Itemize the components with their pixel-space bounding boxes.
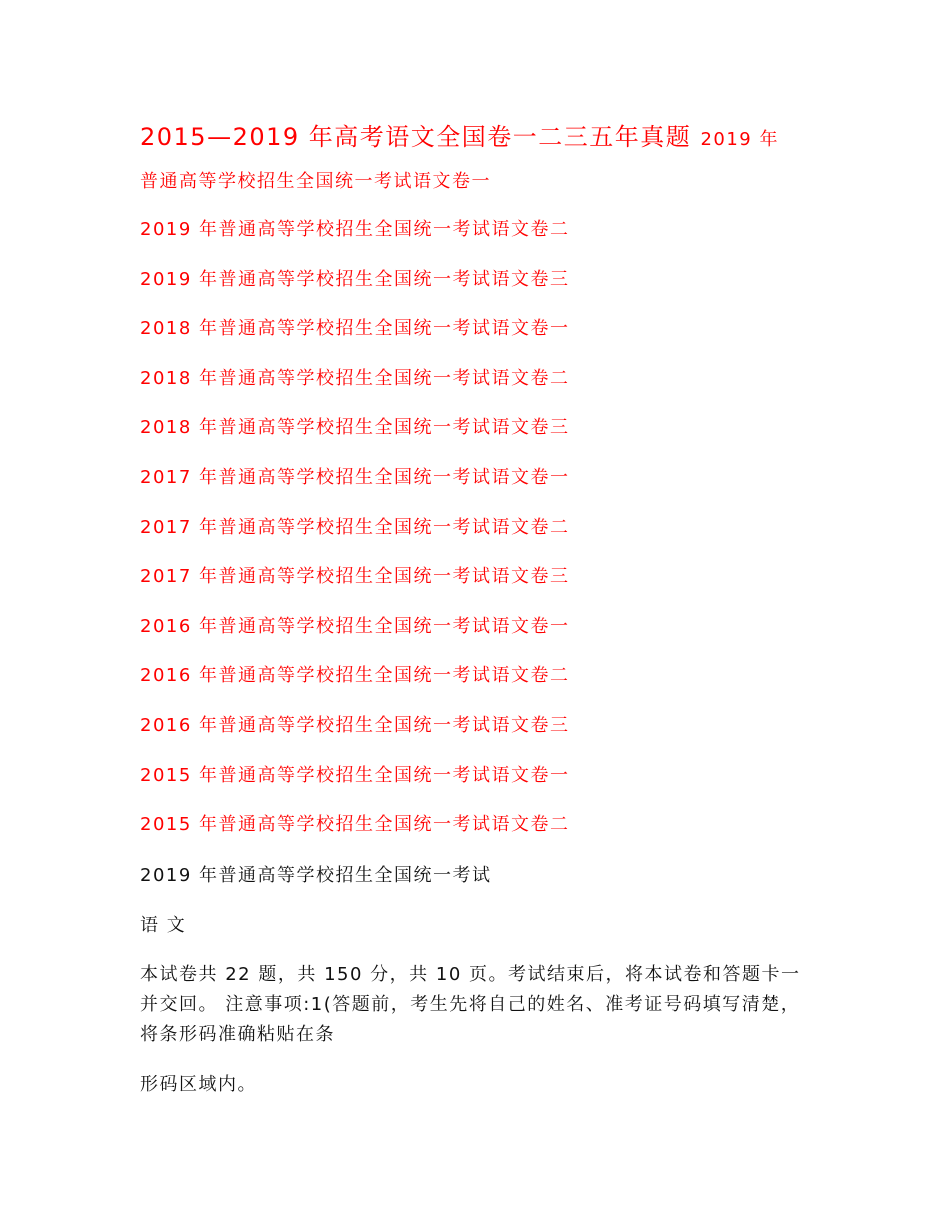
subject-heading: 语 文 (140, 915, 187, 936)
toc-link[interactable]: 2017 年普通高等学校招生全国统一考试语文卷三 (140, 566, 570, 588)
title-main: 2015—2019 年高考语文全国卷一二三五年真题 (140, 123, 692, 151)
exam-title: 2019 年普通高等学校招生全国统一考试 (140, 865, 492, 886)
toc-link[interactable]: 2019 年普通高等学校招生全国统一考试语文卷二 (140, 219, 570, 240)
toc-link[interactable]: 2017 年普通高等学校招生全国统一考试语文卷一 (140, 466, 570, 488)
toc-link[interactable]: 2016 年普通高等学校招生全国统一考试语文卷三 (140, 714, 570, 736)
toc-link[interactable]: 2018 年普通高等学校招生全国统一考试语文卷二 (140, 367, 570, 389)
toc-link[interactable]: 2016 年普通高等学校招生全国统一考试语文卷一 (140, 615, 570, 637)
instructions-paragraph: 本试卷共 22 题，共 150 分，共 10 页。考试结束后，将本试卷和答题卡一并交回。 注意事项:1(答题前，考生先将自己的姓名、准考证号码填写清楚，将条形码准确粘贴在条 (140, 964, 801, 1045)
toc-link-2019-paper-1[interactable]: 普通高等学校招生全国统一考试语文卷一 (140, 171, 491, 192)
instructions-continuation: 形码区域内。 (140, 1074, 257, 1095)
toc-link[interactable]: 2016 年普通高等学校招生全国统一考试语文卷二 (140, 665, 570, 687)
toc-link[interactable]: 2018 年普通高等学校招生全国统一考试语文卷三 (140, 417, 570, 439)
toc-link[interactable]: 2019 年普通高等学校招生全国统一考试语文卷三 (140, 268, 570, 290)
toc-link[interactable]: 2018 年普通高等学校招生全国统一考试语文卷一 (140, 318, 570, 340)
title-tail-link[interactable]: 2019 年 (700, 129, 779, 150)
table-of-contents (140, 216, 570, 861)
toc-link[interactable]: 2015 年普通高等学校招生全国统一考试语文卷二 (140, 814, 570, 836)
toc-link[interactable]: 2015 年普通高等学校招生全国统一考试语文卷一 (140, 764, 570, 786)
document-title (140, 118, 820, 159)
toc-link[interactable]: 2017 年普通高等学校招生全国统一考试语文卷二 (140, 516, 570, 538)
